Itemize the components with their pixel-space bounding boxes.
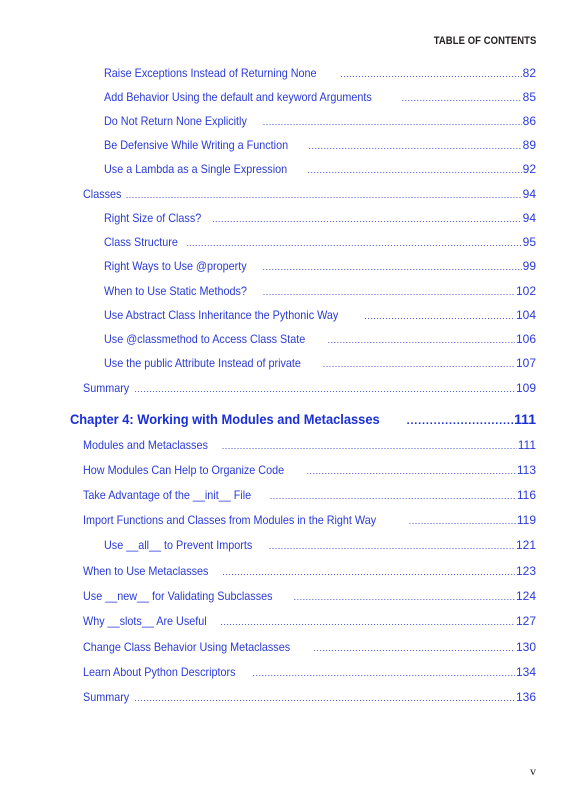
toc-entry-page: 106 [515,332,536,346]
toc-entry-title: Raise Exceptions Instead of Returning None [104,66,317,80]
dot-leader [263,286,515,298]
toc-entry-page: 95 [522,235,536,249]
toc-entry-property[interactable] [104,259,536,273]
toc-entry-title: Use the public Attribute Instead of private [104,356,301,370]
toc-entry-when-metaclasses[interactable] [83,564,536,578]
toc-entry-page: 94 [522,187,536,201]
toc-entry-title: Why __slots__ Are Useful [83,614,207,628]
toc-entry-page: 124 [515,589,536,603]
dot-leader [222,566,515,578]
toc-entry-abstract-class[interactable] [104,308,536,322]
toc-entry-page: 86 [522,114,536,128]
toc-entry-title: Summary [83,381,130,395]
toc-entry-page: 130 [515,640,536,654]
dot-leader [186,237,522,249]
toc-entry-page: 82 [522,66,536,80]
toc-entry-descriptors[interactable] [83,665,536,679]
toc-entry-add-behavior[interactable] [104,90,536,104]
toc-entry-page: 113 [516,463,536,477]
dot-leader [307,164,521,176]
toc-entry-title: Be Defensive While Writing a Function [104,138,289,152]
toc-entry-title: Class Structure [104,235,178,249]
dot-leader [328,334,515,346]
toc-entry-modules-and-metaclasses[interactable] [83,438,536,452]
toc-entry-be-defensive[interactable] [104,138,536,152]
toc-entry-init-file[interactable] [83,488,536,502]
toc-entry-title: Use @classmethod to Access Class State [104,332,306,346]
toc-entry-title: Do Not Return None Explicitly [104,114,247,128]
toc-entry-title: Classes [83,187,122,201]
dot-leader [323,358,515,370]
toc-entry-classes[interactable] [83,187,536,201]
toc-entry-title: Modules and Metaclasses [83,438,208,452]
toc-entry-page: 123 [515,564,536,578]
dot-leader [294,591,515,603]
dot-leader [262,261,521,273]
toc-chapter-page: 111 [514,411,536,427]
toc-entry-title: Use __all__ to Prevent Imports [104,538,253,552]
toc-entry-page: 102 [515,284,536,298]
toc-entry-title: Learn About Python Descriptors [83,665,236,679]
dot-leader [407,414,514,428]
toc-entry-title: When to Use Static Methods? [104,284,247,298]
toc-entry-organize-code[interactable] [83,463,536,477]
dot-leader [220,616,515,628]
toc-entry-use-new[interactable] [83,589,536,603]
toc-entry-page: 111 [517,438,536,452]
dot-leader [306,465,515,477]
toc-entry-page: 119 [516,513,536,527]
toc-entry-title: When to Use Metaclasses [83,564,209,578]
toc-entry-change-class-behavior[interactable] [83,640,536,654]
toc-entry-title: Add Behavior Using the default and keyword Arguments [104,90,372,104]
dot-leader [340,68,522,80]
toc-entry-do-not-return-none[interactable] [104,114,536,128]
toc-entry-page: 89 [522,138,536,152]
toc-entry-title: Change Class Behavior Using Metaclasses [83,640,291,654]
toc-entry-page: 104 [515,308,536,322]
dot-leader [409,515,516,527]
toc-entry-title: How Modules Can Help to Organize Code [83,463,285,477]
toc-entry-title: Use __new__ for Validating Subclasses [83,589,273,603]
dot-leader [252,667,515,679]
page-number: v [530,764,536,778]
toc-entry-class-structure[interactable] [104,235,536,249]
dot-leader [212,213,522,225]
toc-chapter-4[interactable] [70,411,536,428]
toc-entry-slots[interactable] [83,614,536,628]
toc-entry-page: 121 [515,538,536,552]
toc-entry-page: 92 [522,162,536,176]
dot-leader [309,140,522,152]
toc-entry-use-all[interactable] [104,538,536,552]
toc-entry-title: Summary [83,690,130,704]
toc-entry-page: 94 [522,211,536,225]
toc-entry-title: Take Advantage of the __init__ File [83,488,252,502]
dot-leader [134,692,515,704]
running-head: TABLE OF CONTENTS [433,35,536,47]
toc-chapter-title: Chapter 4: Working with Modules and Metaclasses [70,411,380,427]
toc-entry-page: 85 [522,90,536,104]
dot-leader [313,642,515,654]
toc-entry-title: Right Ways to Use @property [104,259,247,273]
toc-entry-right-size-of-class[interactable] [104,211,536,225]
dot-leader [126,189,522,201]
toc-entry-page: 116 [516,488,536,502]
toc-entry-title: Use Abstract Class Inheritance the Pythonic Way [104,308,339,322]
toc-entry-summary-ch4[interactable] [83,690,536,704]
toc-entry-page: 127 [515,614,536,628]
toc-entry-page: 99 [522,259,536,273]
dot-leader [364,310,515,322]
toc-entry-public-attribute[interactable] [104,356,536,370]
toc-entry-title: Import Functions and Classes from Modules in the Right Way [83,513,377,527]
toc-entry-page: 109 [515,381,536,395]
toc-entry-page: 134 [515,665,536,679]
toc-entry-page: 107 [515,356,536,370]
toc-entry-lambda[interactable] [104,162,536,176]
toc-entry-summary-ch3[interactable] [83,381,536,395]
toc-entry-classmethod[interactable] [104,332,536,346]
toc-entry-import-functions[interactable] [83,513,536,527]
toc-entry-title: Use a Lambda as a Single Expression [104,162,288,176]
dot-leader [263,116,522,128]
toc-entry-page: 136 [515,690,536,704]
toc-entry-title: Right Size of Class? [104,211,202,225]
dot-leader [222,440,517,452]
dot-leader [270,490,516,502]
toc-entry-raise-exceptions[interactable] [104,66,536,80]
toc-entry-static-methods[interactable] [104,284,536,298]
dot-leader [269,540,515,552]
dot-leader [134,383,515,395]
dot-leader [402,92,522,104]
